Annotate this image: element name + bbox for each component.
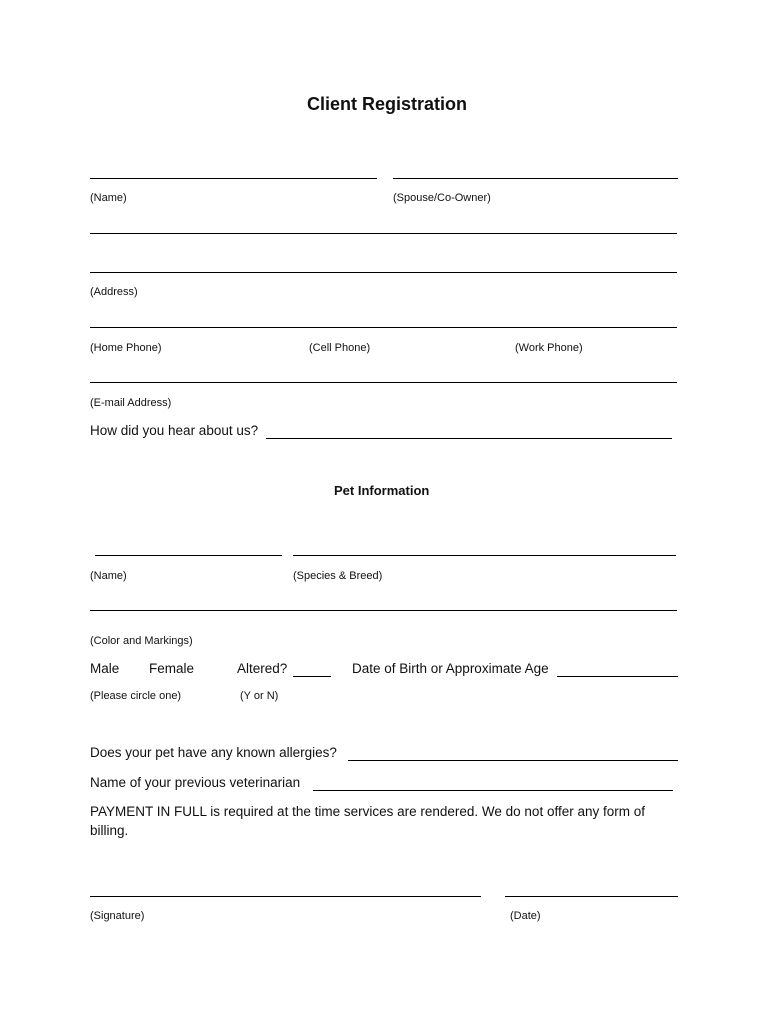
dob-prompt: Date of Birth or Approximate Age [352, 661, 549, 676]
email-field[interactable] [90, 382, 677, 383]
spouse-label: (Spouse/Co-Owner) [393, 192, 491, 204]
sex-option-female[interactable]: Female [149, 661, 195, 676]
name-label: (Name) [90, 192, 127, 204]
name-field[interactable] [90, 178, 377, 179]
allergies-field[interactable] [348, 760, 678, 761]
color-markings-label: (Color and Markings) [90, 635, 193, 647]
email-label: (E-mail Address) [90, 397, 172, 409]
previous-vet-field[interactable] [313, 790, 673, 791]
pet-name-label: (Name) [90, 570, 127, 582]
work-phone-label: (Work Phone) [515, 342, 583, 354]
address-field-line-2[interactable] [90, 272, 677, 273]
color-markings-field[interactable] [90, 610, 677, 611]
circle-hint: (Please circle one) [90, 690, 182, 702]
date-field[interactable] [505, 896, 678, 897]
previous-vet-prompt: Name of your previous veterinarian [90, 775, 301, 790]
phone-fields[interactable] [90, 327, 677, 328]
address-label: (Address) [90, 286, 138, 298]
species-breed-field[interactable] [293, 555, 676, 556]
cell-phone-label: (Cell Phone) [309, 342, 371, 354]
referral-prompt: How did you hear about us? [90, 423, 259, 438]
pet-info-heading: Pet Information [334, 483, 430, 498]
referral-field[interactable] [266, 438, 672, 439]
allergies-prompt: Does your pet have any known allergies? [90, 745, 337, 760]
spouse-field[interactable] [393, 178, 678, 179]
pet-name-field[interactable] [95, 555, 282, 556]
species-breed-label: (Species & Breed) [293, 570, 383, 582]
home-phone-label: (Home Phone) [90, 342, 162, 354]
sex-option-male[interactable]: Male [90, 661, 120, 676]
signature-field[interactable] [90, 896, 481, 897]
altered-field[interactable] [293, 676, 331, 677]
address-field-line-1[interactable] [90, 233, 677, 234]
date-label: (Date) [510, 910, 541, 922]
yn-hint: (Y or N) [240, 690, 279, 702]
payment-notice-line-2: billing. [90, 823, 129, 838]
signature-label: (Signature) [90, 910, 145, 922]
altered-prompt: Altered? [237, 661, 288, 676]
dob-field[interactable] [557, 676, 678, 677]
payment-notice-line-1: PAYMENT IN FULL is required at the time services are rendered. We do not offer any form of [90, 804, 645, 819]
form-title: Client Registration [307, 94, 468, 114]
